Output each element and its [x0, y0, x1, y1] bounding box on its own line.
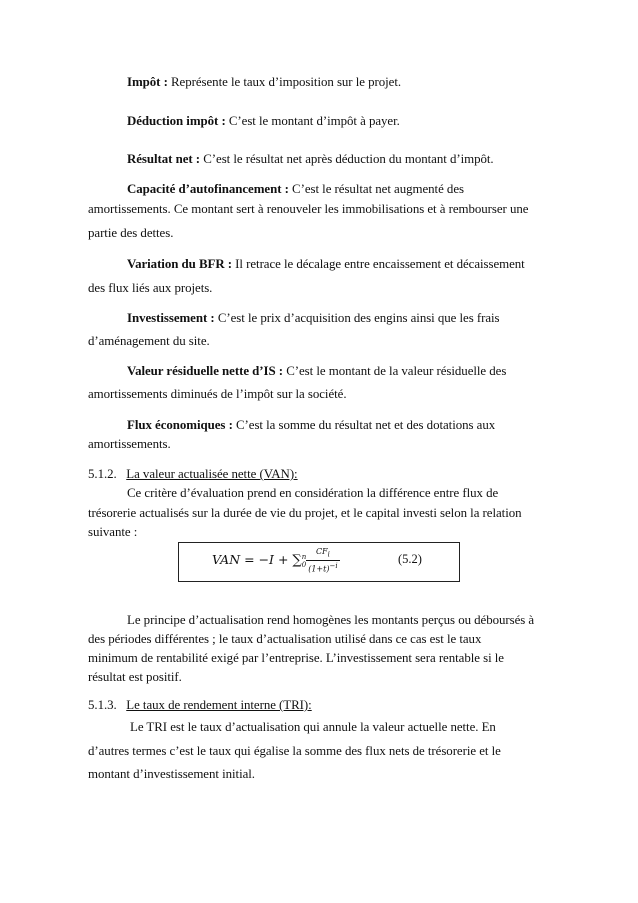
definition-variation-bfr: Variation du BFR : Il retrace le décalage entre encaissement et décaissement — [127, 257, 525, 271]
formula-van: VAN = −I + ∑ n 0 $\frac{CF_i}{(1+t)^{-i}}$ — [212, 547, 338, 574]
section-heading-tri: 5.1.3. Le taux de rendement interne (TRI): — [88, 698, 312, 712]
definition-impot: Impôt : Représente le taux d’imposition sur le projet. — [127, 75, 402, 89]
paragraph-actualisation: des périodes différentes ; le taux d’actualisation utilisé dans ce cas est le taux — [88, 632, 482, 646]
formula-fraction: $\frac{CF_i}{(1+t)^{-i}}$ — [308, 547, 338, 574]
equation-number: (5.2) — [398, 552, 422, 566]
definition-variation-bfr-cont: des flux liés aux projets. — [88, 281, 213, 295]
definition-deduction-impot: Déduction impôt : C’est le montant d’impôt à payer. — [127, 114, 400, 128]
section-heading-van: 5.1.2. La valeur actualisée nette (VAN): — [88, 467, 298, 481]
paragraph-tri: montant d’investissement initial. — [88, 767, 255, 781]
definition-caf-cont: partie des dettes. — [88, 226, 174, 240]
definition-flux-economiques-cont: amortissements. — [88, 437, 171, 451]
paragraph-actualisation: Le principe d’actualisation rend homogènes les montants perçus ou déboursés à — [127, 613, 535, 627]
definition-valeur-residuelle-cont: amortissements diminués de l’impôt sur la société. — [88, 387, 347, 401]
paragraph-actualisation: minimum de rentabilité exigé par l’entreprise. L’investissement sera rentable si le — [88, 651, 504, 665]
paragraph-van-intro: suivante : — [88, 525, 138, 539]
paragraph-tri: d’autres termes c’est le taux qui égalise la somme des flux nets de trésorerie et le — [88, 744, 501, 758]
paragraph-tri: Le TRI est le taux d’actualisation qui annule la valeur actuelle nette. En — [130, 720, 496, 734]
definition-investissement: Investissement : C’est le prix d’acquisition des engins ainsi que les frais — [127, 311, 500, 325]
definition-flux-economiques: Flux économiques : C’est la somme du résultat net et des dotations aux — [127, 418, 496, 432]
definition-caf-cont: amortissements. Ce montant sert à renouveler les immobilisations et à rembourser une — [88, 202, 529, 216]
definition-caf: Capacité d’autofinancement : C’est le résultat net augmenté des — [127, 182, 464, 196]
paragraph-actualisation: résultat est positif. — [88, 670, 182, 684]
definition-investissement-cont: d’aménagement du site. — [88, 334, 210, 348]
definition-valeur-residuelle: Valeur résiduelle nette d’IS : C’est le montant de la valeur résiduelle des — [127, 364, 507, 378]
paragraph-van-intro: Ce critère d’évaluation prend en considération la différence entre flux de — [127, 486, 499, 500]
definition-resultat-net: Résultat net : C’est le résultat net après déduction du montant d’impôt. — [127, 152, 494, 166]
paragraph-van-intro: trésorerie actualisés sur la durée de vie du projet, et le capital investi selon la relation — [88, 506, 522, 520]
